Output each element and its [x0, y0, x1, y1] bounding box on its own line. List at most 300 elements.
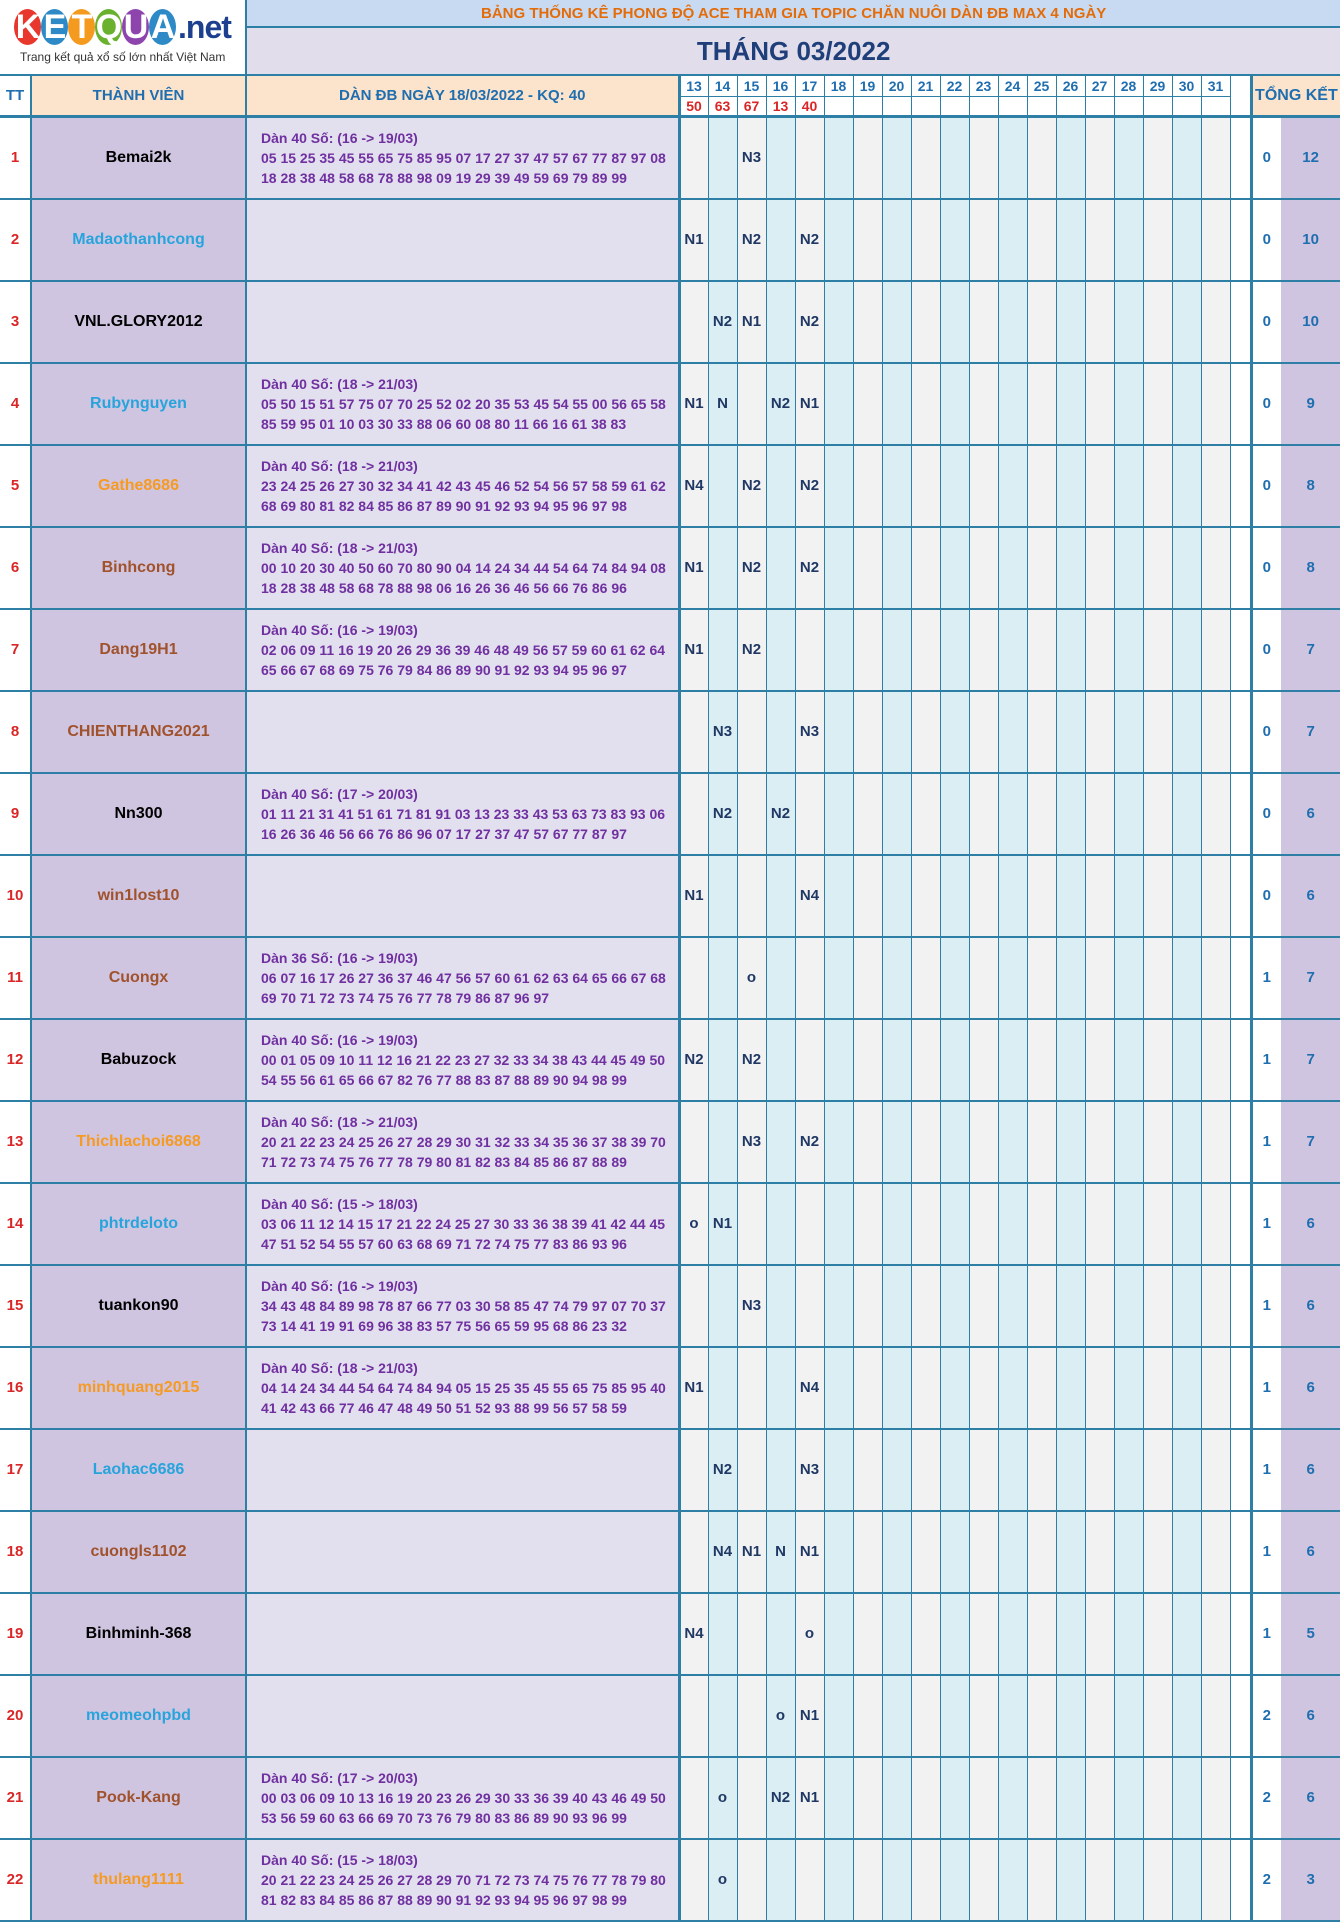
day-mark [853, 1019, 882, 1101]
day-mark [1085, 609, 1114, 691]
day-mark [1085, 281, 1114, 363]
day-mark [679, 1101, 708, 1183]
day-mark [882, 1183, 911, 1265]
day-mark [940, 1675, 969, 1757]
dan-numbers: 16 26 36 46 56 66 76 86 96 07 17 27 37 47 57 67 77 87 97 [261, 825, 627, 842]
day-mark [1172, 855, 1201, 937]
day-result [853, 97, 882, 117]
day-mark [969, 1757, 998, 1839]
member-row [0, 527, 1340, 609]
member-row [0, 773, 1340, 855]
total-days: 8 [1281, 445, 1340, 527]
day-mark [766, 1347, 795, 1429]
day-mark [882, 1429, 911, 1511]
day-mark [911, 1593, 940, 1675]
day-mark [882, 1839, 911, 1921]
member-row [0, 445, 1340, 527]
day-mark [1027, 691, 1056, 773]
day-mark [1172, 445, 1201, 527]
day-header: 14 [708, 75, 737, 97]
day-mark [824, 773, 853, 855]
day-mark [882, 773, 911, 855]
dan-cell [246, 445, 679, 527]
sheet-title: BẢNG THỐNG KÊ PHONG ĐỘ ACE THAM GIA TOPIC CHĂN NUÔI DÀN ĐB MAX 4 NGÀY [246, 0, 1340, 27]
day-mark [853, 855, 882, 937]
day-mark [998, 1757, 1027, 1839]
dan-title: Dàn 40 Số: (18 -> 21/03) [261, 1113, 418, 1130]
day-mark [1085, 1265, 1114, 1347]
day-mark: N2 [795, 281, 824, 363]
dan-cell [246, 281, 679, 363]
logo-letter: U [123, 8, 148, 46]
day-mark [998, 691, 1027, 773]
total-days: 10 [1281, 199, 1340, 281]
logo-letter: K [15, 8, 40, 46]
day-mark [824, 1757, 853, 1839]
day-mark [853, 199, 882, 281]
day-mark [679, 281, 708, 363]
day-header: 26 [1056, 75, 1085, 97]
total-hits: 1 [1251, 1265, 1281, 1347]
day-mark [1027, 117, 1056, 199]
day-mark [737, 691, 766, 773]
day-mark: N1 [708, 1183, 737, 1265]
day-mark [911, 1019, 940, 1101]
day-mark [853, 1265, 882, 1347]
day-mark: N3 [737, 1101, 766, 1183]
day-mark: N [766, 1511, 795, 1593]
day-mark [1172, 199, 1201, 281]
total-days: 6 [1281, 1183, 1340, 1265]
day-mark [1201, 1347, 1230, 1429]
day-mark [795, 937, 824, 1019]
day-mark [824, 445, 853, 527]
day-mark: N3 [737, 1265, 766, 1347]
day-mark [1201, 691, 1230, 773]
total-hits: 2 [1251, 1757, 1281, 1839]
total-hits: 1 [1251, 1019, 1281, 1101]
day-mark [1172, 609, 1201, 691]
day-mark [795, 609, 824, 691]
dan-title: Dàn 40 Số: (15 -> 18/03) [261, 1195, 418, 1212]
day-mark [1027, 609, 1056, 691]
day-mark [969, 691, 998, 773]
member-row [0, 1757, 1340, 1839]
dan-title: Dàn 40 Số: (15 -> 18/03) [261, 1851, 418, 1868]
day-mark [1172, 1183, 1201, 1265]
day-mark [1056, 691, 1085, 773]
row-number: 17 [0, 1429, 31, 1511]
day-mark: N3 [737, 117, 766, 199]
day-mark [824, 855, 853, 937]
total-days: 8 [1281, 527, 1340, 609]
day-header: 28 [1114, 75, 1143, 97]
day-mark: N2 [766, 1757, 795, 1839]
gap-cell [1230, 1839, 1251, 1921]
day-mark [1085, 363, 1114, 445]
day-mark [998, 1019, 1027, 1101]
day-mark [853, 1757, 882, 1839]
member-row [0, 1265, 1340, 1347]
member-name: Thichlachoi6868 [31, 1101, 246, 1183]
gap-cell [1230, 1429, 1251, 1511]
day-mark [1172, 1101, 1201, 1183]
total-days: 6 [1281, 1675, 1340, 1757]
total-days: 3 [1281, 1839, 1340, 1921]
day-header: 17 [795, 75, 824, 97]
dan-numbers: 85 59 95 01 10 03 30 33 88 06 60 08 80 11 66 16 61 38 83 [261, 415, 627, 432]
day-mark [1056, 1511, 1085, 1593]
day-mark [679, 773, 708, 855]
row-number: 13 [0, 1101, 31, 1183]
day-mark [853, 1429, 882, 1511]
dan-numbers: 47 51 52 54 55 57 60 63 68 69 71 72 74 75 77 83 86 93 96 [261, 1235, 627, 1252]
day-mark: N1 [679, 855, 708, 937]
dan-cell [246, 855, 679, 937]
row-number: 6 [0, 527, 31, 609]
dan-numbers: 53 56 59 60 63 66 69 70 73 76 79 80 83 86 89 90 93 96 99 [261, 1809, 627, 1826]
day-mark [1172, 1511, 1201, 1593]
day-mark [737, 363, 766, 445]
member-name: Rubynguyen [31, 363, 246, 445]
day-mark [1056, 1593, 1085, 1675]
day-mark [1143, 855, 1172, 937]
dan-numbers: 41 42 43 66 77 46 47 48 49 50 51 52 93 88 99 56 57 58 59 [261, 1399, 627, 1416]
day-mark [911, 445, 940, 527]
day-mark [1027, 1265, 1056, 1347]
day-mark [1143, 1183, 1172, 1265]
day-mark [998, 527, 1027, 609]
day-mark [1085, 773, 1114, 855]
day-mark [1172, 1347, 1201, 1429]
day-mark [1143, 117, 1172, 199]
day-mark [824, 1675, 853, 1757]
day-mark [1172, 527, 1201, 609]
day-mark [737, 1183, 766, 1265]
day-mark [824, 1019, 853, 1101]
row-number: 21 [0, 1757, 31, 1839]
day-mark [882, 691, 911, 773]
day-mark [998, 609, 1027, 691]
member-name: Binhminh-368 [31, 1593, 246, 1675]
day-mark [1201, 117, 1230, 199]
day-mark [708, 609, 737, 691]
day-mark [940, 117, 969, 199]
dan-cell [246, 1675, 679, 1757]
gap-cell [1230, 691, 1251, 773]
day-mark [1056, 1429, 1085, 1511]
day-mark [969, 1593, 998, 1675]
gap-cell [1230, 1101, 1251, 1183]
day-mark [882, 199, 911, 281]
day-mark [1172, 1019, 1201, 1101]
total-hits: 1 [1251, 1429, 1281, 1511]
day-mark [911, 363, 940, 445]
total-days: 12 [1281, 117, 1340, 199]
dan-numbers: 65 66 67 68 69 75 76 79 84 86 89 90 91 92 93 94 95 96 97 [261, 661, 627, 678]
day-mark [679, 1675, 708, 1757]
day-mark [911, 855, 940, 937]
day-mark [998, 1347, 1027, 1429]
day-mark [824, 1183, 853, 1265]
day-mark [824, 691, 853, 773]
day-mark [911, 1265, 940, 1347]
month-title: THÁNG 03/2022 [246, 27, 1340, 75]
day-mark [737, 1593, 766, 1675]
day-result: 63 [708, 97, 737, 117]
total-days: 6 [1281, 1347, 1340, 1429]
day-mark [882, 363, 911, 445]
day-mark [824, 281, 853, 363]
day-mark [766, 1429, 795, 1511]
member-row [0, 1019, 1340, 1101]
day-mark [969, 199, 998, 281]
day-mark [1085, 117, 1114, 199]
day-header: 19 [853, 75, 882, 97]
day-mark [969, 609, 998, 691]
row-number: 7 [0, 609, 31, 691]
day-mark [1114, 1757, 1143, 1839]
day-mark: N2 [737, 1019, 766, 1101]
day-mark [824, 1265, 853, 1347]
day-mark [853, 1101, 882, 1183]
day-mark [1172, 363, 1201, 445]
day-mark: N2 [795, 1101, 824, 1183]
day-mark [1172, 773, 1201, 855]
dan-numbers: 00 01 05 09 10 11 12 16 21 22 23 27 32 33 34 38 43 44 45 49 50 [261, 1051, 666, 1068]
day-mark [1056, 281, 1085, 363]
total-hits: 0 [1251, 609, 1281, 691]
day-mark [1143, 1757, 1172, 1839]
day-mark [1056, 855, 1085, 937]
dan-numbers: 00 03 06 09 10 13 16 19 20 23 26 29 30 33 36 39 40 43 46 49 50 [261, 1789, 666, 1806]
day-mark [853, 1675, 882, 1757]
day-mark [940, 1839, 969, 1921]
row-number: 20 [0, 1675, 31, 1757]
day-mark [766, 527, 795, 609]
day-mark [1056, 363, 1085, 445]
day-mark [969, 281, 998, 363]
day-header: 18 [824, 75, 853, 97]
member-row [0, 609, 1340, 691]
dan-title: Dàn 40 Số: (18 -> 21/03) [261, 457, 418, 474]
member-row [0, 855, 1340, 937]
member-name: Madaothanhcong [31, 199, 246, 281]
day-mark [1027, 855, 1056, 937]
day-header: 29 [1143, 75, 1172, 97]
day-result [1114, 97, 1143, 117]
day-mark [1201, 1757, 1230, 1839]
row-number: 22 [0, 1839, 31, 1921]
dan-cell [246, 937, 679, 1019]
total-days: 6 [1281, 1511, 1340, 1593]
day-mark [1114, 1675, 1143, 1757]
day-mark [911, 609, 940, 691]
day-mark [853, 609, 882, 691]
row-number: 15 [0, 1265, 31, 1347]
day-result [1143, 97, 1172, 117]
day-mark [1056, 1265, 1085, 1347]
day-mark [679, 117, 708, 199]
dan-cell [246, 363, 679, 445]
day-mark [824, 1347, 853, 1429]
day-mark [737, 1839, 766, 1921]
day-mark [969, 1019, 998, 1101]
day-mark [1143, 1429, 1172, 1511]
day-mark [940, 1265, 969, 1347]
day-mark [766, 1593, 795, 1675]
day-result [882, 97, 911, 117]
row-number: 12 [0, 1019, 31, 1101]
day-mark [795, 1265, 824, 1347]
day-mark [1143, 1511, 1172, 1593]
day-mark [1172, 1265, 1201, 1347]
row-number: 19 [0, 1593, 31, 1675]
day-mark [1172, 1839, 1201, 1921]
day-header: 30 [1172, 75, 1201, 97]
day-mark [766, 609, 795, 691]
day-header: 21 [911, 75, 940, 97]
total-hits: 1 [1251, 1101, 1281, 1183]
member-row [0, 1675, 1340, 1757]
day-mark [882, 1347, 911, 1429]
total-days: 6 [1281, 1265, 1340, 1347]
day-mark [998, 1675, 1027, 1757]
day-mark [969, 1839, 998, 1921]
day-mark [679, 1429, 708, 1511]
day-mark [737, 1429, 766, 1511]
row-number: 4 [0, 363, 31, 445]
total-hits: 0 [1251, 281, 1281, 363]
day-mark [853, 1511, 882, 1593]
member-row [0, 117, 1340, 199]
day-mark [998, 117, 1027, 199]
row-number: 11 [0, 937, 31, 1019]
day-mark [795, 1183, 824, 1265]
day-mark [1114, 1019, 1143, 1101]
day-mark [911, 1347, 940, 1429]
day-mark: N1 [795, 1675, 824, 1757]
dan-title: Dàn 40 Số: (17 -> 20/03) [261, 785, 418, 802]
day-mark [1114, 117, 1143, 199]
dan-title: Dàn 40 Số: (18 -> 21/03) [261, 1359, 418, 1376]
day-header: 20 [882, 75, 911, 97]
day-mark [824, 1511, 853, 1593]
total-hits: 1 [1251, 1183, 1281, 1265]
day-mark [1114, 1265, 1143, 1347]
day-mark: N1 [795, 363, 824, 445]
day-mark [766, 1101, 795, 1183]
dan-numbers: 05 15 25 35 45 55 65 75 85 95 07 17 27 37 47 57 67 77 87 97 08 [261, 149, 666, 166]
day-mark: N2 [737, 199, 766, 281]
day-mark [969, 773, 998, 855]
header-tt: TT [0, 75, 31, 117]
day-mark [882, 1593, 911, 1675]
day-mark [882, 855, 911, 937]
gap-cell [1230, 199, 1251, 281]
gap-cell [1230, 609, 1251, 691]
day-mark [911, 1183, 940, 1265]
gap-cell [1230, 527, 1251, 609]
day-mark: N1 [795, 1511, 824, 1593]
day-mark [1027, 1593, 1056, 1675]
gap-cell [1230, 1757, 1251, 1839]
day-mark [940, 527, 969, 609]
day-mark [1027, 527, 1056, 609]
day-mark [1027, 1101, 1056, 1183]
day-mark [1172, 117, 1201, 199]
logo[interactable] [0, 0, 246, 75]
member-name: VNL.GLORY2012 [31, 281, 246, 363]
header-member: THÀNH VIÊN [31, 75, 246, 117]
day-result [824, 97, 853, 117]
gap-cell [1230, 281, 1251, 363]
day-mark [1056, 937, 1085, 1019]
day-mark [1143, 937, 1172, 1019]
day-mark [824, 199, 853, 281]
day-mark [998, 363, 1027, 445]
day-mark [1056, 117, 1085, 199]
total-hits: 1 [1251, 1347, 1281, 1429]
gap-cell [1230, 1675, 1251, 1757]
day-mark [969, 1183, 998, 1265]
row-number: 16 [0, 1347, 31, 1429]
member-row [0, 691, 1340, 773]
dan-numbers: 71 72 73 74 75 76 77 78 79 80 81 82 83 84 85 86 87 88 89 [261, 1153, 627, 1170]
day-mark [853, 363, 882, 445]
day-mark [708, 937, 737, 1019]
total-days: 7 [1281, 937, 1340, 1019]
day-mark [824, 1839, 853, 1921]
header-dan: DÀN ĐB NGÀY 18/03/2022 - KQ: 40 [246, 75, 679, 117]
day-mark [1085, 1019, 1114, 1101]
day-mark [940, 773, 969, 855]
total-hits: 1 [1251, 1511, 1281, 1593]
day-mark [766, 1183, 795, 1265]
member-name: cuongls1102 [31, 1511, 246, 1593]
day-mark [1085, 1511, 1114, 1593]
day-mark [911, 1429, 940, 1511]
day-mark [1201, 937, 1230, 1019]
total-days: 6 [1281, 773, 1340, 855]
day-mark: N2 [766, 773, 795, 855]
day-result: 50 [679, 97, 708, 117]
dan-cell [246, 691, 679, 773]
day-mark [853, 1347, 882, 1429]
day-mark [708, 445, 737, 527]
day-mark [998, 199, 1027, 281]
day-mark [708, 855, 737, 937]
day-mark: N2 [708, 281, 737, 363]
day-mark [1172, 1757, 1201, 1839]
dan-numbers: 20 21 22 23 24 25 26 27 28 29 30 31 32 33 34 35 36 37 38 39 70 [261, 1133, 666, 1150]
day-mark [940, 363, 969, 445]
day-mark [824, 1429, 853, 1511]
day-mark [1027, 199, 1056, 281]
row-number: 9 [0, 773, 31, 855]
day-mark: N1 [679, 363, 708, 445]
logo-wordmark [14, 8, 231, 47]
day-mark [824, 609, 853, 691]
day-mark [998, 445, 1027, 527]
day-mark [1085, 1101, 1114, 1183]
total-hits: 2 [1251, 1675, 1281, 1757]
day-mark: N2 [795, 199, 824, 281]
day-mark [1201, 1265, 1230, 1347]
day-header: 15 [737, 75, 766, 97]
day-result [940, 97, 969, 117]
day-mark: N4 [679, 445, 708, 527]
